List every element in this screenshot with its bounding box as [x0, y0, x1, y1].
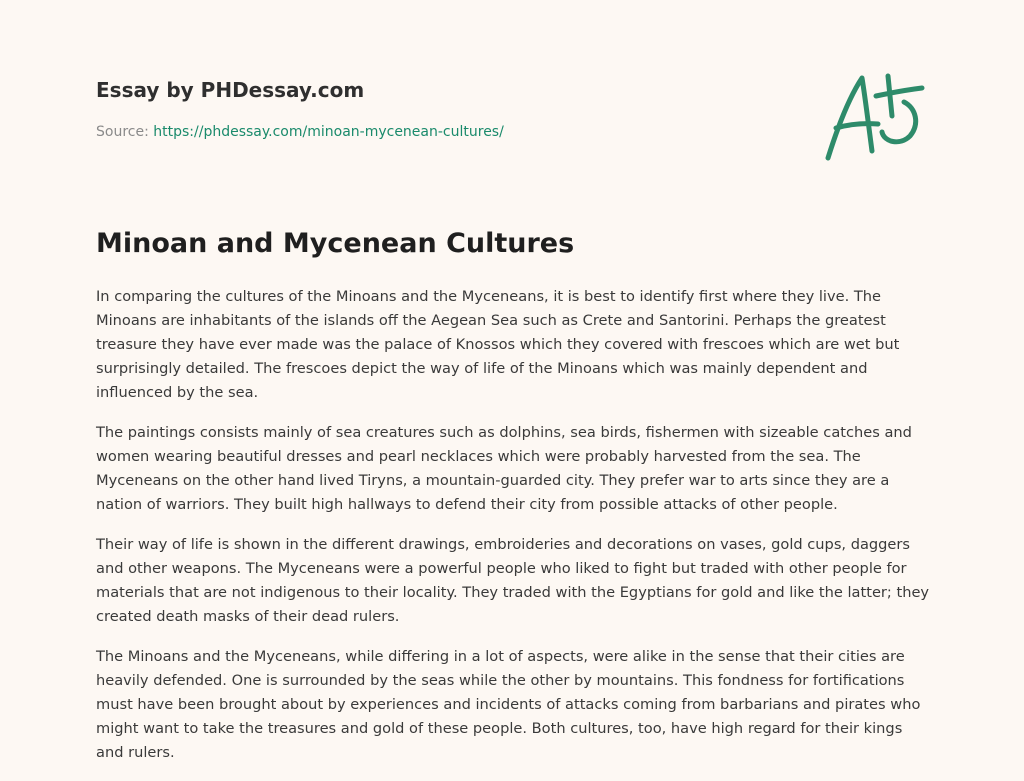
site-brand: Essay by PHDessay.com	[96, 78, 365, 102]
essay-paragraph-2: The paintings consists mainly of sea creatures such as dolphins, sea birds, fishermen with sizeable catches and women wearing beautiful dresses and pearl necklaces which were probably harvested from the sea. The Myceneans on the other hand lived Tiryns, a mountain-guarded city. They prefer war to arts since they are a nation of warriors. They built high hallways to defend their city from possible attacks of other people.	[96, 424, 912, 513]
essay-body	[96, 285, 930, 781]
essay-paragraph-3: Their way of life is shown in the different drawings, embroideries and decorations on vases, gold cups, daggers and other weapons. The Myceneans were a powerful people who liked to fight but traded with other people for materials that are not indigenous to their locality. They traded with the Egyptians for gold and like the latter; they created death masks of their dead rulers.	[96, 536, 930, 625]
source-link[interactable]: https://phdessay.com/minoan-mycenean-cultures/	[153, 124, 504, 140]
essay-title: Minoan and Mycenean Cultures	[96, 228, 575, 259]
a-plus-logo-svg	[818, 66, 930, 166]
page-header	[96, 76, 796, 142]
essay-paragraph-1: In comparing the cultures of the Minoans and the Myceneans, it is best to identify first where they live. The Minoans are inhabitants of the islands off the Aegean Sea such as Crete and Santorini. Perhaps the greatest treasure they have ever made was the palace of Knossos which they covered with frescoes which are wet but surprisingly detailed. The frescoes depict the way of life of the Minoans which was mainly dependent and influenced by the sea.	[96, 288, 900, 401]
essay-paragraph-4: The Minoans and the Myceneans, while differing in a lot of aspects, were alike in the sense that their cities are heavily defended. One is surrounded by the seas while the other by mountains. This fondness for fortifications must have been brought about by experiences and incidents of attacks coming from barbarians and pirates who might want to take the treasures and gold of these people. Both cultures, too, have high regard for their kings and rulers.	[96, 648, 921, 761]
a-plus-grade-icon	[818, 66, 930, 166]
source-line	[96, 122, 796, 142]
source-label: Source:	[96, 124, 149, 140]
